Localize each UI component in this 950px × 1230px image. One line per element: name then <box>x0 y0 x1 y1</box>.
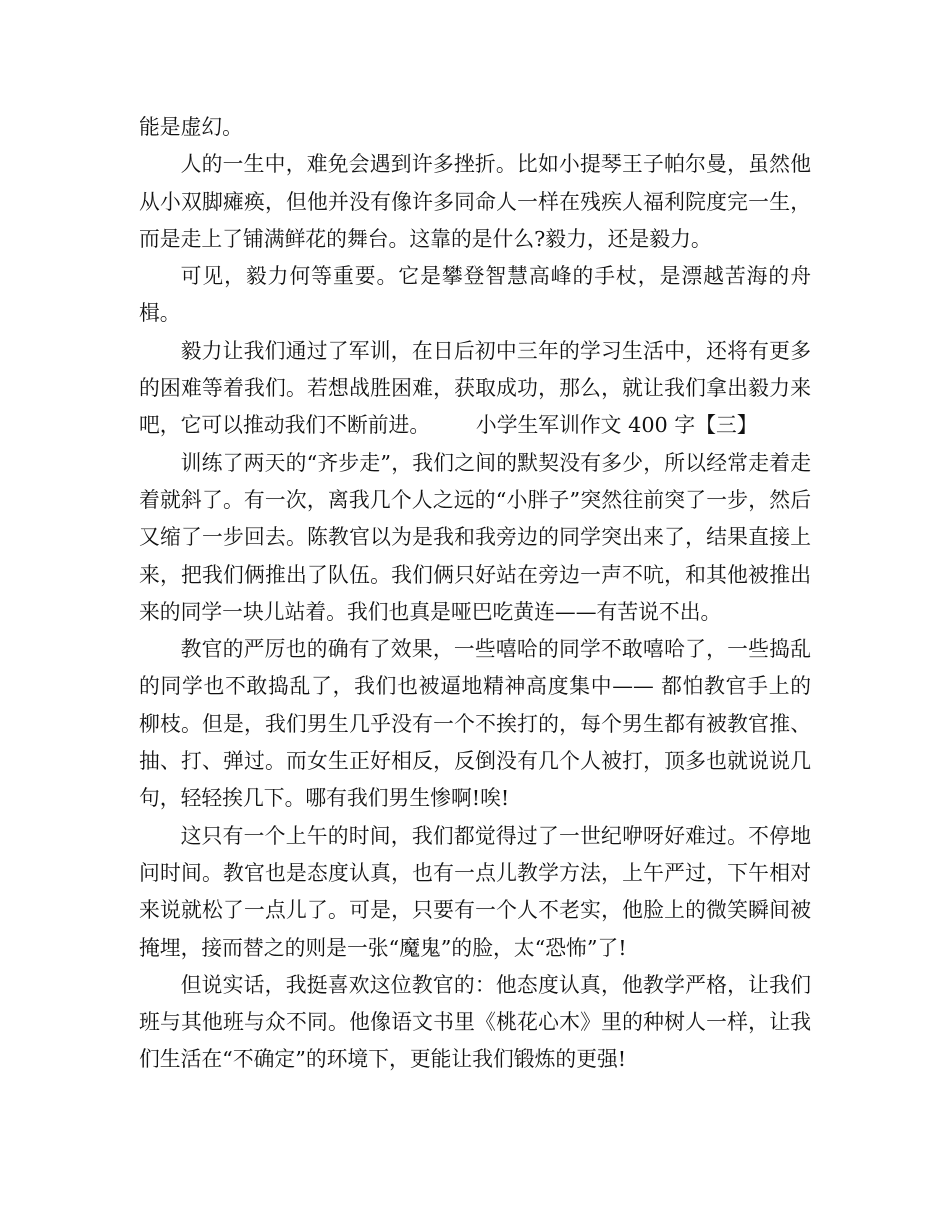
paragraph-strictness: 教官的严厉也的确有了效果，一些嘻哈的同学不敢嘻哈了，一些捣乱的同学也不敢捣乱了，我们也被逼地精神高度集中—— 都怕教官手上的柳枝。但是，我们男生几乎没有一个不挨打的，每个男生都有被教官推、抽、打、弹过。而女生正好相反，反倒没有几个人被打，顶多也就说说几句，轻轻挨几下。哪有我们男生惨啊!唉! <box>139 637 811 811</box>
paragraph-importance: 可见，毅力何等重要。它是攀登智慧高峰的手杖，是漂越苦海的舟楫。 <box>139 264 811 326</box>
section-heading: 小学生军训作文 400 字【三】 <box>475 413 758 438</box>
paragraph-marching: 训练了两天的“齐步走”，我们之间的默契没有多少，所以经常走着走着就斜了。有一次，离我几个人之远的“小胖子”突然往前突了一步，然后又缩了一步回去。陈教官以为是我和我旁边的同学突出来了，结果直接上来，把我们俩推出了队伍。我们俩只好站在旁边一声不吭，和其他被推出来的同学一块儿站着。我们也真是哑巴吃黄连——有苦说不出。 <box>139 450 811 624</box>
paragraph-admiration: 但说实话，我挺喜欢这位教官的：他态度认真，他教学严格，让我们班与其他班与众不同。他像语文书里《桃花心木》里的种树人一样，让我们生活在“不确定”的环境下，更能让我们锻炼的更强! <box>139 972 811 1072</box>
paragraph-continuation: 能是虚幻。 <box>139 115 243 139</box>
paragraph-perlman: 人的一生中，难免会遇到许多挫折。比如小提琴王子帕尔曼，虽然他从小双脚瘫痪，但他并没有像许多同命人一样在残疾人福利院度完一生，而是走上了铺满鲜花的舞台。这靠的是什么?毅力，还是毅力。 <box>139 152 811 251</box>
paragraph-conclusion-text: 毅力让我们通过了军训，在日后初中三年的学习生活中，还将有更多的困难等着我们。若想战胜困难，获取成功，那么，就让我们拿出毅力来吧，它可以推动我们不断前进。 <box>139 338 811 438</box>
paragraph-morning: 这只有一个上午的时间，我们都觉得过了一世纪咿呀好难过。不停地问时间。教官也是态度认真，也有一点儿教学方法，上午严过，下午相对来说就松了一点儿了。可是，只要有一个人不老实，他脸上的微笑瞬间被掩埋，接而替之的则是一张“魔鬼”的脸，太“恐怖”了! <box>139 823 811 960</box>
paragraph-conclusion <box>139 333 811 445</box>
article-body <box>139 109 811 1079</box>
